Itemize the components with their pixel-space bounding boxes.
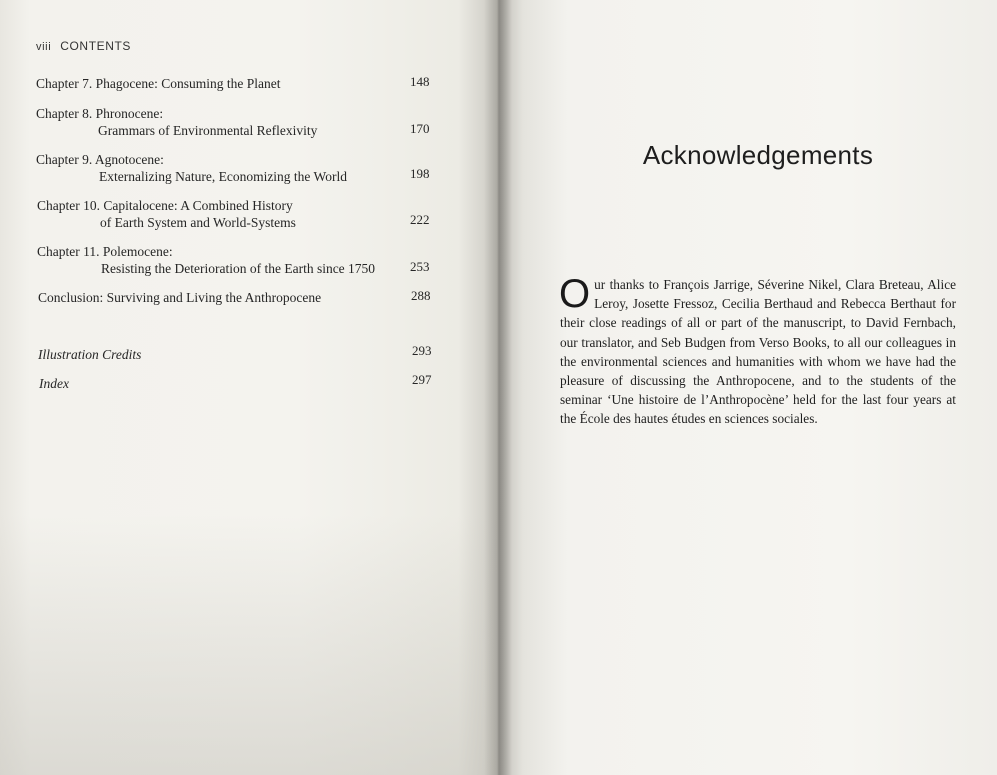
section-title: CONTENTS [60, 39, 132, 53]
toc-entry-title: Index [39, 376, 69, 391]
toc-entry-title: Chapter 8. Phronocene: [36, 106, 164, 121]
toc-page-number: 297 [412, 372, 432, 387]
toc-page-number: 253 [410, 259, 430, 274]
toc-entry-index [39, 375, 69, 392]
toc-entry-title: Chapter 9. Agnotocene: [36, 152, 164, 167]
toc-entry-title: Illustration Credits [38, 347, 142, 362]
acknowledgements-paragraph [559, 272, 956, 429]
toc-entry-subtitle: Externalizing Nature, Economizing the World [99, 169, 347, 184]
toc-entry-illustration-credits [38, 346, 141, 363]
toc-page-number: 222 [410, 212, 430, 227]
page-title: Acknowledgements [642, 140, 874, 170]
toc-entry-title: Chapter 10. Capitalocene: A Combined History [37, 198, 293, 213]
toc-page-number: 293 [412, 343, 432, 358]
drop-cap: O [559, 272, 591, 316]
paragraph-text: ur thanks to François Jarrige, Séverine Nikel, Clara Breteau, Alice Leroy, Josette Fressoz, Cecilia Berthaud and Rebecca Berthaut for their close readings of all or part of the manuscript, to David Fernbach, our translator, and Seb Budgen from Verso Books, to all our colleagues in the environmental sciences and humanities with whom we have had the pleasure of discussing the Anthropocene, and to the students of the seminar ‘Une histoire de l’Anthropocène’ held for the last four years at the École des hautes études en sciences sociales. [560, 277, 956, 427]
toc-entry-chapter-8 [36, 105, 317, 139]
toc-entry-title: Chapter 11. Polemocene: [37, 244, 173, 259]
toc-entry-subtitle: of Earth System and World-Systems [100, 215, 296, 230]
toc-entry-subtitle: Grammars of Environmental Reflexivity [98, 123, 318, 138]
left-page [0, 0, 498, 775]
toc-entry-chapter-9 [36, 151, 347, 185]
toc-entry-title: Conclusion: Surviving and Living the Anthropocene [38, 290, 322, 305]
toc-entry-chapter-11 [37, 243, 375, 277]
toc-page-number: 148 [410, 74, 430, 89]
toc-entry-subtitle: Resisting the Deterioration of the Earth since 1750 [101, 261, 376, 276]
toc-page-number: 170 [410, 121, 430, 136]
toc-page-number: 198 [410, 166, 430, 181]
book-gutter [484, 0, 512, 775]
toc-entry-chapter-7 [36, 75, 280, 92]
page-number: viii [36, 41, 52, 53]
toc-entry-chapter-10 [37, 197, 296, 231]
toc-entry-conclusion [38, 289, 321, 306]
running-head [36, 39, 131, 53]
toc-page-number: 288 [411, 288, 431, 303]
toc-entry-title: Chapter 7. Phagocene: Consuming the Planet [36, 76, 281, 91]
